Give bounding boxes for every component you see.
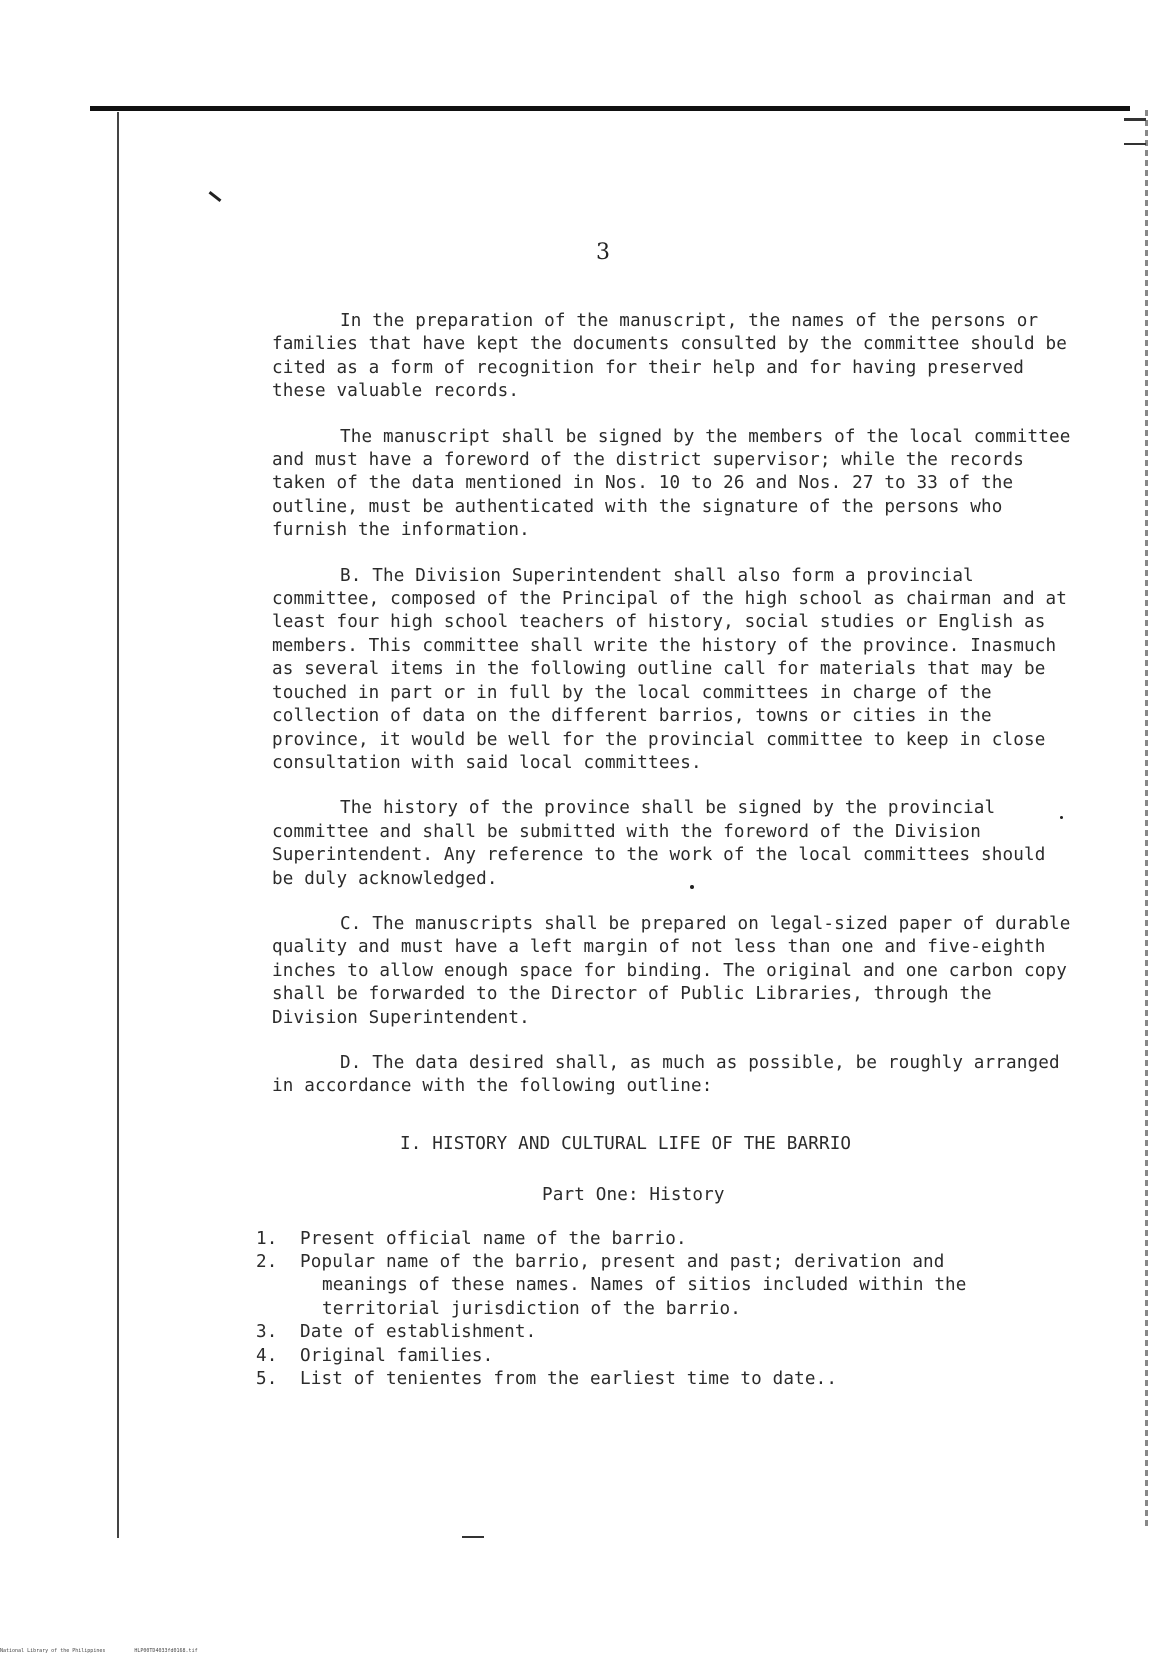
outline-item (256, 1251, 1072, 1321)
outline-item (256, 1321, 1072, 1344)
outline-item-text: Date of establishment. (300, 1322, 537, 1343)
bottom-dash-mark (462, 1536, 484, 1538)
page-number: 3 (596, 240, 610, 265)
document-body (256, 310, 1072, 1391)
outline-item (256, 1345, 1072, 1368)
outline-item-number: 2. (256, 1252, 278, 1272)
outline-item-number: 3. (256, 1322, 278, 1343)
paragraph-province-history-signing: The history of the province shall be signed by the provincial committee and shall be submitted with the foreword of the Division Superintendent. Any reference to the work of the local committees should be duly acknowledged. (272, 798, 1046, 889)
outline-item (256, 1228, 1072, 1251)
paragraph-provincial-committee: B. The Division Superintendent shall also form a provincial committee, composed of the Principal of the high school as chairman and at least four high school teachers of history, social studies or English as members. This committee shall write the history of the province. Inasmuch as several items in the following outline call for materials that may be touched in part or in full by the local committees in charge of the collection of data on the different barrios, towns or cities in the province, it would be well for the provincial committee to keep in close consultation with said local committees. (272, 565, 1067, 773)
paragraph-manuscript-signing: The manuscript shall be signed by the members of the local committee and must have a foreword of the district supervisor; while the records taken of the data mentioned in Nos. 10 to 26 and Nos. 27 to 33 of the outline, must be authenticated with the signature of the persons who furnish the information. (272, 426, 1071, 541)
outline-item-text: List of tenientes from the earliest time to date.. (300, 1369, 838, 1390)
scan-footer (0, 1648, 224, 1654)
right-scan-edge (1145, 110, 1148, 1530)
footer-file: HLP00TD4033fd0168.tif (134, 1648, 198, 1654)
outline-list (256, 1228, 1072, 1392)
section-heading: I. HISTORY AND CULTURAL LIFE OF THE BARRIO (400, 1133, 852, 1154)
right-edge-mark (1124, 118, 1146, 145)
outline-item-number: 4. (256, 1345, 278, 1366)
outline-item-text: Present official name of the barrio. (300, 1228, 687, 1249)
top-border-line (90, 106, 1130, 111)
outline-item-number: 1. (256, 1228, 278, 1249)
part-heading: Part One: History (542, 1185, 725, 1206)
stray-pen-mark (209, 191, 222, 202)
outline-item-text: Original families. (300, 1345, 494, 1366)
paragraph-recognition: In the preparation of the manuscript, the names of the persons or families that have kept the documents consulted by the committee should be cited as a form of recognition for their help and for having preserved these valuable records. (272, 311, 1067, 402)
outline-item-text: Popular name of the barrio, present and past; derivation and (300, 1252, 945, 1272)
paragraph-outline-intro: D. The data desired shall, as much as possible, be roughly arranged in accordance with the following outline: (272, 1052, 1060, 1097)
paragraph-manuscript-format: C. The manuscripts shall be prepared on legal-sized paper of durable quality and must have a left margin of not less than one and five-eighth inches to allow enough space for binding. The original and one carbon copy shall be forwarded to the Director of Public Libraries, through the Division Superintendent. (272, 913, 1071, 1028)
footer-source: National Library of the Philippines (0, 1648, 106, 1654)
outline-item-continuation: meanings of these names. Names of sitios included within the territorial jurisdiction of the barrio. (322, 1275, 967, 1319)
outline-item (256, 1368, 1072, 1391)
outline-item-body (300, 1251, 1072, 1321)
left-border-line (117, 112, 119, 1538)
outline-item-number: 5. (256, 1369, 278, 1390)
